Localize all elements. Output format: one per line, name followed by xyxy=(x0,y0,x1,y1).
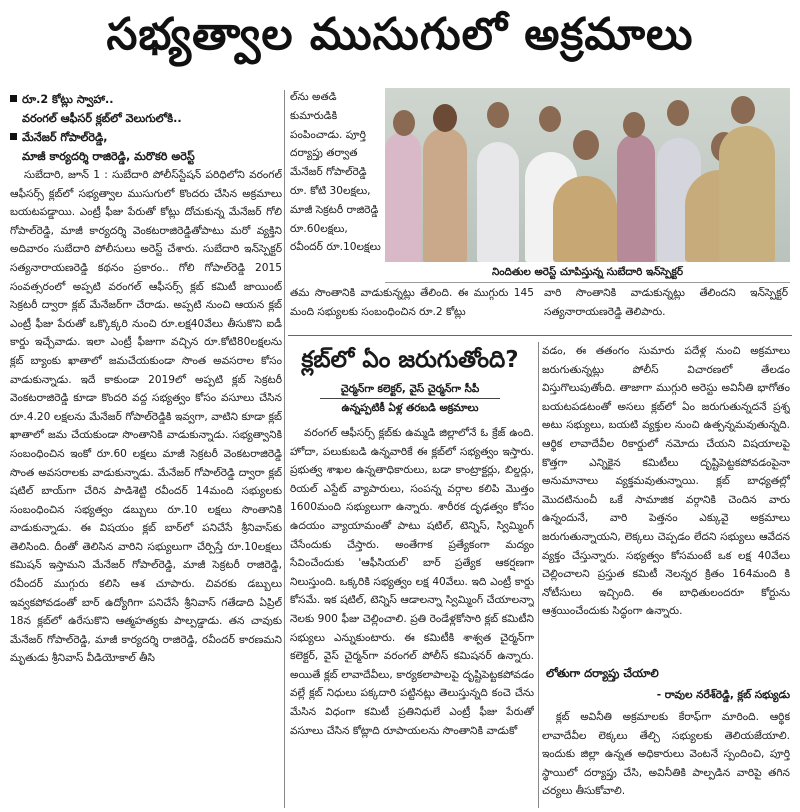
quote-paragraph: క్లబ్ అవినీతి అక్రమాలకు కేరాఫ్‌గా మారింది. ఆర్థిక లావాదేవీల లెక్కలు తేల్చి సభ్యులకు తెలియజేయాలి. ఇందుకు జిల్లా ఉన్నత అధికారులు వెంటనే స్పందించి, పూర్తి స్థాయిలో దర్యాప్తు చేసి, అవినీతికి పాల్పడిన వారిపై తగిన చర్యలు తీసుకోవాలి. xyxy=(542,711,790,798)
photo-caption: నిందితుల అరెస్ట్ చూపిస్తున్న సుబేదారి ఇన్‌స్పెక్టర్ xyxy=(385,262,790,283)
bullet-text: రూ.2 కోట్లు స్వాహా.. xyxy=(22,93,114,106)
column-divider xyxy=(538,342,539,808)
story-paragraph: వరంగల్ ఆఫీసర్స్ క్లబ్‌కు ఉమ్మడి జిల్లాలోనే ఓ క్రేజ్ ఉంది. హోదా, పలుకుబడి ఉన్నవారికే ఈ క్లబ్‌లో సభ్యత్వం ఇస్తారు. ప్రభుత్వ శాఖల ఉన్నతాధికారులు, బడా కాంట్రాక్టర్లు, బిల్డర్లు, రియల్ ఎస్టేట్ వ్యాపారులు, సంపన్న వర్గాల కలిపి మొత్తం 1600మంది సభ్యులుగా ఉన్నారు. శారీరక దృఢత్వం కోసం ఉదయం వ్యాయామంతో పాటు షటిల్, టెన్నిస్, స్విమ్మింగ్ చేసేందుకు చేస్తారు. అంతేగాక ప్రత్యేకంగా మద్యం సేవించేందుకు 'ఆఫీసియల్' బార్ ప్రత్యేక ఆకర్షణగా నిలుస్తుంది. ఒక్కరికి సభ్యత్వం లక్ష 40వేలు. ఇది ఎంట్రీ కార్డు కోసమే. ఇక షటిల్, టెన్నిస్ ఆడాలన్నా స్విమ్మింగ్ చేయాలన్నా నెలకు 900 ఫీజు చెల్లించాలి. ప్రతి రెండేళ్లకోసారి క్లబ్ కమిటీని సభ్యులు ఎన్నుకుంటారు. ఈ కమిటీకి శాశ్వత చైర్మన్‌గా కలెక్టర్, వైస్ చైర్మన్‌గా వరంగల్ పోలీస్ కమిషనర్ ఉన్నారు. అయితే క్లబ్ లావాదేవీలు, కార్యకలాపాలపై దృష్టిపెట్టకపోవడం వల్లే క్లబ్ నిధులు పక్కదారి పట్టినట్లు తెలుస్తున్నది కంచె చేను మేసిన విధంగా కమిటీ ప్రతినిధులే ఎంట్రీ ఫీజు పేరుతో వసూలు చేసిన కోట్లాది రూపాయలను సొంతానికి వాడుకో xyxy=(290,427,534,737)
bullet-square-icon xyxy=(10,95,17,102)
bullet-square-icon xyxy=(10,133,17,140)
quote-body xyxy=(542,708,790,808)
left-column xyxy=(10,90,282,806)
news-photo xyxy=(385,88,790,262)
subheadline-deck xyxy=(290,380,530,420)
section-subheadline: క్లబ్‌లో ఏం జరుగుతోంది? xyxy=(301,347,519,373)
highlight-bullet-sub: మాజీ కార్యదర్శి రాజిరెడ్డి, మరొకరి అరెస్ట్ xyxy=(22,150,195,163)
deck-line: చైర్మన్‌గా కలెక్టర్, వైస్ చైర్మన్‌గా సీపీ xyxy=(340,383,480,395)
highlight-bullet xyxy=(10,90,282,109)
story-body-middle xyxy=(290,424,534,808)
story-paragraph: వడం, ఈ తతంగం సుమారు పదేళ్ల నుంచి అక్రమాలు జరుగుతున్నట్లు పోలీస్ విచారణలో తేలడం విస్తుగొలుపుతోంది. తాజాగా ముగ్గురి అరెస్టు అవినీతి భాగోతం బయటపడటంతో అసలు క్లబ్‌లో ఏం జరుగుతున్నదనే ప్రశ్న అటు సభ్యులు, బయటి వ్యక్తుల నుంచి ఉత్పన్నమవుతున్నది. ఆర్థిక లావాదేవీల రికార్డులో నమోదు చేయని విషయాలపై కొత్తగా ఎన్నికైన కమిటీలు దృష్టిపెట్టకపోవడంపైనా అనుమానాలు వ్యక్తమవుతున్నాయి. క్లబ్ బాధ్యతల్లో మొదటినుంచీ ఒకే సామాజిక వర్గానికి చెందిన వారు ఉన్నందునే, వారి పెత్తనం ఎక్కువై అక్రమాలు జరుగుతున్నాయని, లెక్కలు చెప్పడం లేదని సభ్యులు ఆవేదన వ్యక్తం చేస్తున్నారు. సభ్యత్వం కోసమంటే ఒక లక్ష 40వేలు చెల్లించాలని ప్రస్తుత కమిటీ నెలన్నర క్రితం 164మంది కి నోటీసులు ఇచ్చింది. ఈ బాధితులందరూ కోర్టును ఆశ్రయించేందుకు సిద్ధంగా ఉన్నారు. xyxy=(542,345,790,618)
under-photo-left: తమ సొంతానికి వాడుకున్నట్లు తేలింది. ఈ ముగ్గురు 145 మంది సభ్యులకు సంబంధించిన రూ.2 కోట్లు xyxy=(290,287,534,318)
quote-attribution: - రావుల నరేశ్‌రెడ్డి, క్లబ్ సభ్యుడు xyxy=(656,689,790,701)
under-photo-right: వారి సొంతానికి వాడుకున్నట్లు తేలిందని ఇన్‌స్పెక్టర్ సత్యనారాయణరెడ్డి తెలిపారు. xyxy=(544,287,788,318)
bullet-text: మేనేజర్ గోపాల్‌రెడ్డి, xyxy=(22,131,108,144)
quote-subheading: లోతుగా దర్యాప్తు చేయాలి xyxy=(546,666,659,680)
section-divider xyxy=(288,335,792,336)
deck-line: ఉన్నప్పటికీ ఏళ్ల తరబడి అక్రమాలు xyxy=(341,402,479,414)
page-headline: సభ్యత్వాల ముసుగులో అక్రమాలు xyxy=(106,9,694,60)
story-body-right xyxy=(542,342,790,662)
story-continuation: ల్‌ను అతడి కుమారుడికి పంపించాడు. పూర్తి దర్యాప్తు తర్వాత మేనేజర్ గోపాల్‌రెడ్డి రూ. కోటి 30లక్షలు, మాజీ సెక్రటరీ రాజిరెడ్డి రూ.60లక్షలు, రవీందర్ రూ.10లక్షలు xyxy=(290,91,381,254)
highlight-bullet xyxy=(10,128,282,147)
column-divider xyxy=(284,90,285,808)
highlight-bullet-sub: వరంగల్ ఆఫీసర్ క్లబ్‌లో వెలుగులోకి.. xyxy=(22,112,182,125)
story-body-left: సుబేదారి, జూన్ 1 : సుబేదారి పోలీస్‌స్టేషన్ పరిధిలోని వరంగల్ ఆఫీసర్స్ క్లబ్‌లో సభ్యత్వాల ముసుగులో కొందరు చేసిన అక్రమాలు బయటపడ్డాయి. ఎంట్రీ ఫీజు పేరుతో కోట్లు దోచుకున్న మేనేజర్ గోలి గోపాల్‌రెడ్డి, మాజీ కార్యదర్శి వెంకటరాజిరెడ్డితోపాటు మరో వ్యక్తిని అదివారం సుబేదారి పోలీసులు అరెస్ట్ చేశారు. సుబేదారి ఇన్‌స్పెక్టర్ సత్యనారాయణరెడ్డి కథనం ప్రకారం.. గోలి గోపాల్‌రెడ్డి 2015 సంవత్సరంలో అప్పటి వరంగల్ ఆఫీసర్స్ క్లబ్ కమిటీ జాయింట్ సెక్రటరీ ద్వారా క్లబ్ మేనేజర్‌గా చేరాడు. అప్పటి నుంచి ఆయన క్లబ్ ఎంట్రీ ఫీజు పేరుతో ఒక్కొక్కరి నుంచి రూ.లక్ష40వేలు తీసుకొని ఐడీ కార్డు ఇచ్చేవాడు. ఇలా ఎంట్రీ ఫీజుగా వచ్చిన రూ.కోటి80లక్షలను క్లబ్ బ్యాంకు ఖాతాలో జమచేయకుండా సొంత అవసరాల కోసం వాడుకున్నాడు. ఇదే కాకుండా 2019లో అప్పటి క్లబ్ సెక్రటరీ వెంకటరాజిరెడ్డి కూడా కొందరి వద్ద సభ్యత్వం కోసం వసూలు చేసిన రూ.4.20 లక్షలను మేనేజర్ గోపాల్‌రెడ్డికి ఇవ్వగా, వాటిని కూడా క్లబ్ ఖాతాలో జమ చేయకుండా సొంతానికి వాడుకున్నాడు. సభ్యత్వానికి సంబంధించిన ఇంకో రూ.60 లక్షలు మాజీ సెక్రటరీ వెంకటరాజిరెడ్డి సొంత అవసరాలకు వాడుకున్నాడు. మేనేజర్ గోపాల్‌రెడ్డి ద్వారా క్లబ్ షటిల్ బాయ్‌గా చేరిన పాడిశెట్టి రవీందర్ 14మంది సభ్యులకు సంబంధించిన సభ్యత్వం డబ్బులు రూ.10 లక్షలు సొంతానికి వాడుకున్నాడు. ఈ విషయం క్లబ్ బార్‌లో పనిచేసే శ్రీనివాస్‌కు తెలిసింది. దీంతో తెలిసిన వారిని సభ్యులుగా చేర్పిస్తే రూ.10లక్షలు కమిషన్ ఇస్తామని మేనేజర్ గోపాల్‌రెడ్డి, మాజీ సెక్రటరీ రాజిరెడ్డి, రవీందర్ ముగ్గురు కలిసి ఆశ చూపారు. చివరకు డబ్బులు ఇవ్వకపోవడంతో బార్ ఉద్యోగిగా పనిచేసే శ్రీనివాస్ గతేడాది ఏప్రిల్ 18న క్లబ్‌లో ఉరేసుకొని ఆత్మహత్యకు పాల్పడ్డాడు. తన చావుకు మేనేజర్ గోపాల్‌రెడ్డి, మాజీ కార్యదర్శి రాజిరెడ్డి, రవీందర్ కారణమని మృతుడు శ్రీనివాస్ వీడియోకాల్ తీసి xyxy=(10,169,282,665)
